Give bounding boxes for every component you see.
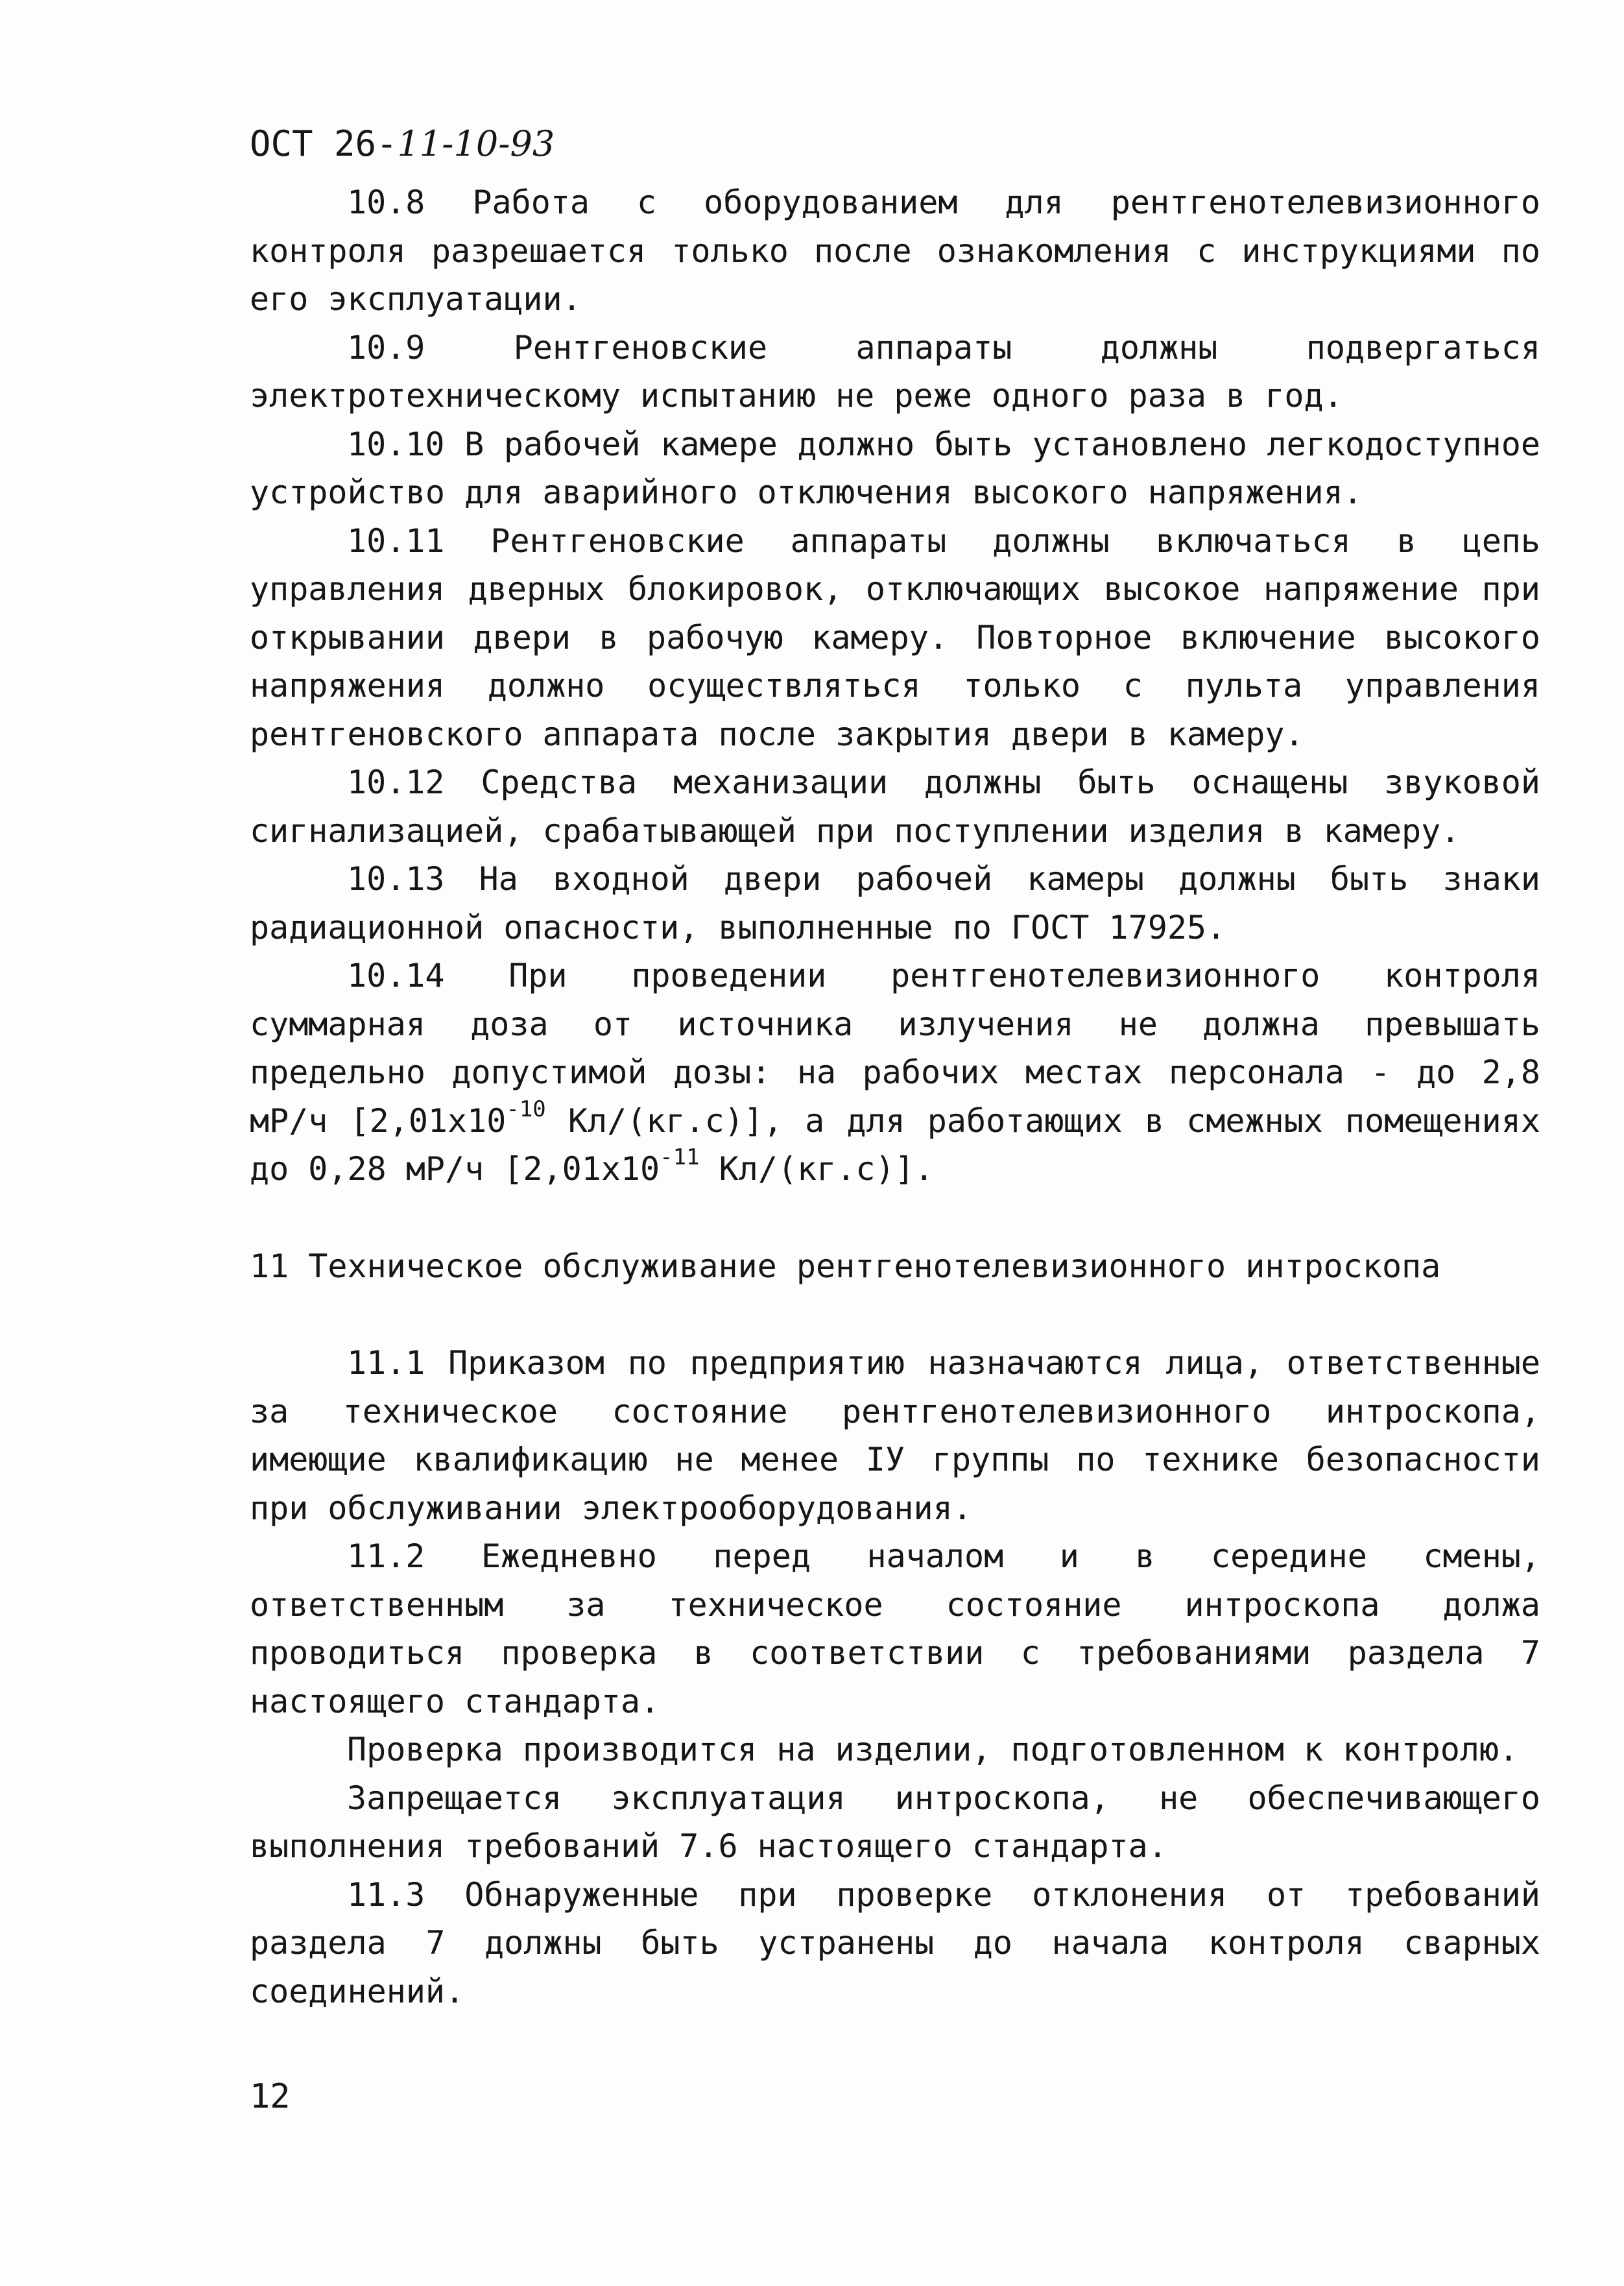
paragraph-10-10: 10.10 В рабочей камере должно быть установлено легкодоступное устройство для аварийного отключения высокого напряжения. — [250, 425, 1540, 511]
page-number: 12 — [250, 2077, 291, 2116]
doc-prefix: ОСТ 26- — [250, 123, 398, 164]
paragraph-10-14-part-b: Кл/(кг.с)], а для работающих в смежных помещениях до 0,28 мР/ч [2,01х10 — [250, 1101, 1540, 1188]
paragraph-11-3: 11.3 Обнаруженные при проверке отклонения от требований раздела 7 должны быть устранены до начала контроля сварных соединений. — [250, 1875, 1540, 2010]
paragraph-11-2: 11.2 Ежедневно перед началом и в середине смены, ответственным за техническое состояние интроскопа должа проводиться проверка в соответствии с требованиями раздела 7 настоящего стандарта. — [250, 1537, 1540, 1720]
paragraph-10-11: 10.11 Рентгеновские аппараты должны включаться в цепь управления дверных блокировок, отключающих высокое напряжение при открывании двери в рабочую камеру. Повторное включение высокого напряжения должно осуществляться только с пульта управления рентгеновского аппарата после закрытия двери в камеру. — [250, 522, 1540, 753]
doc-number-handwritten: 11-10-93 — [397, 123, 555, 164]
paragraph-10-12: 10.12 Средства механизации должны быть оснащены звуковой сигнализацией, срабатывающей при поступлении изделия в камеру. — [250, 764, 1540, 850]
paragraph-10-9: 10.9 Рентгеновские аппараты должны подвергаться электротехническому испытанию не реже одного раза в год. — [250, 328, 1540, 415]
section-11-title: 11 Техническое обслуживание рентгенотелевизионного интроскопа — [250, 1247, 1441, 1285]
paragraph-11-2-c: Запрещается эксплуатация интроскопа, не обеспечивающего выполнения требований 7.6 настоящего стандарта. — [250, 1779, 1540, 1865]
paragraph-11-1: 11.1 Приказом по предприятию назначаются лица, ответственные за техническое состояние рентгенотелевизионного интроскопа, имеющие квалификацию не менее IУ группы по технике безопасности при обслуживании электрооборудования. — [250, 1344, 1540, 1527]
paragraph-10-14-part-c: Кл/(кг.с)]. — [699, 1150, 934, 1188]
paragraph-10-14 — [250, 952, 1540, 1194]
paragraph-10-8: 10.8 Работа с оборудованием для рентгенотелевизионного контроля разрешается только после ознакомления с инструкциями по его эксплуатации. — [250, 184, 1540, 318]
document-body — [250, 178, 1540, 2015]
paragraph-11-2-b: Проверка производится на изделии, подготовленном к контролю. — [347, 1731, 1519, 1768]
exponent-1: -10 — [506, 1096, 546, 1122]
paragraph-10-14-part-a: 10.14 При проведении рентгенотелевизионного контроля суммарная доза от источника излучения не должна превышать предельно допустимой дозы: на рабочих местах персонала - до 2,8 мР/ч [2,01х10 — [250, 957, 1540, 1140]
paragraph-10-13: 10.13 На входной двери рабочей камеры должны быть знаки радиационной опасности, выполненные по ГОСТ 17925. — [250, 860, 1540, 946]
exponent-2: -11 — [660, 1144, 700, 1170]
document-header — [250, 123, 555, 165]
